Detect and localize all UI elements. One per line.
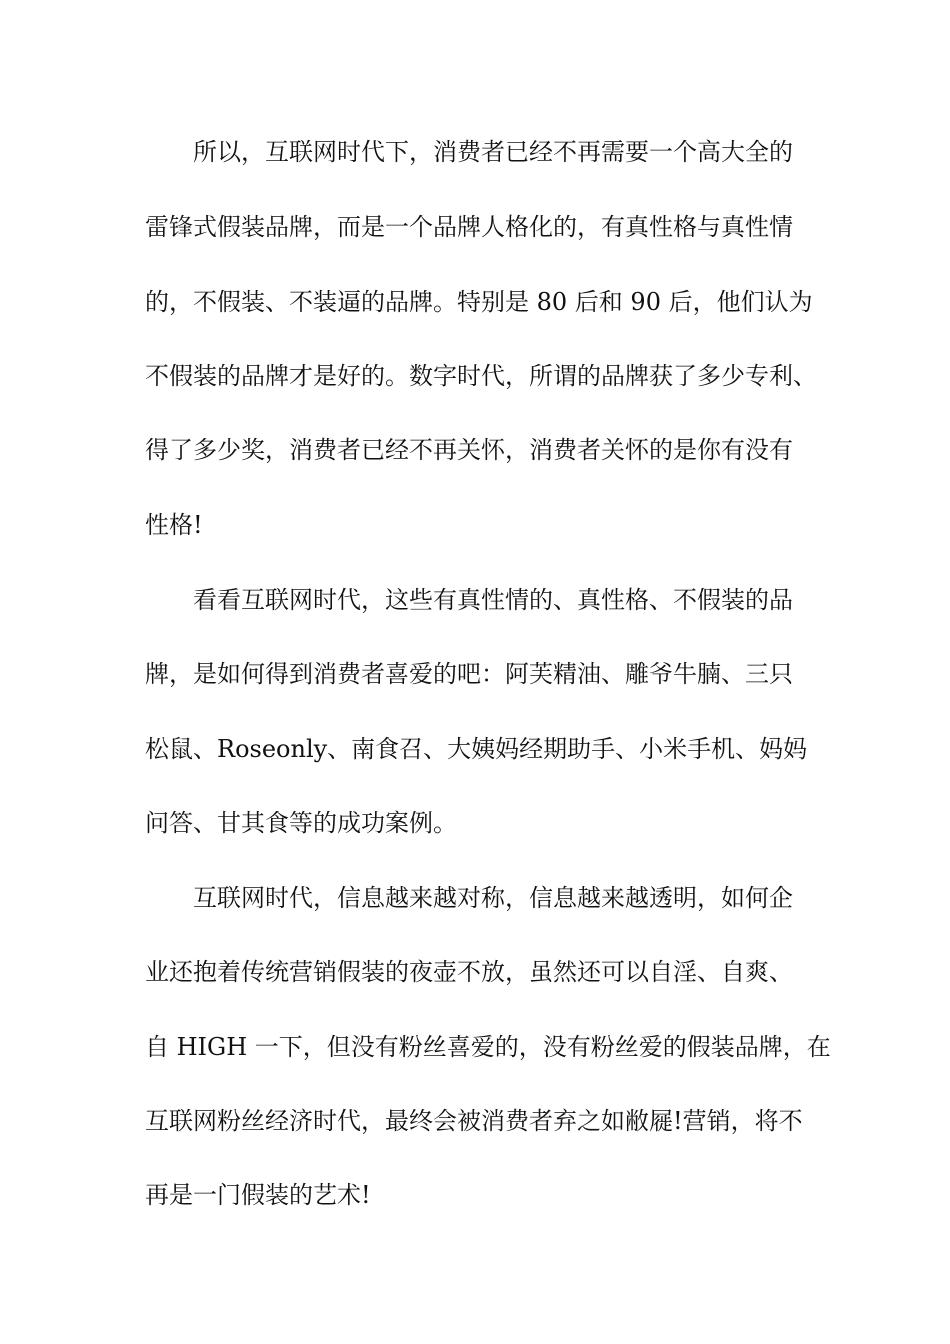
paragraph-line: 得了多少奖，消费者已经不再关怀，消费者关怀的是你有没有 — [145, 436, 793, 464]
paragraph-line: 互联网粉丝经济时代，最终会被消费者弃之如敝屣!营销，将不 — [145, 1107, 803, 1135]
paragraph-line: 所以，互联网时代下，消费者已经不再需要一个高大全的 — [193, 138, 793, 166]
paragraph-line: 业还抱着传统营销假装的夜壶不放，虽然还可以自淫、自爽、 — [145, 958, 793, 986]
paragraph-line: 自 HIGH 一下，但没有粉丝喜爱的，没有粉丝爱的假装品牌，在 — [145, 1033, 831, 1061]
paragraph-line: 互联网时代，信息越来越对称，信息越来越透明，如何企 — [193, 884, 793, 912]
paragraph-line: 雷锋式假装品牌，而是一个品牌人格化的，有真性格与真性情 — [145, 213, 793, 241]
paragraph-line: 性格! — [145, 511, 203, 539]
paragraph-line: 松鼠、Roseonly、南食召、大姨妈经期助手、小米手机、妈妈 — [145, 735, 808, 763]
paragraph-line: 看看互联网时代，这些有真性情的、真性格、不假装的品 — [193, 586, 793, 614]
paragraph-line: 不假装的品牌才是好的。数字时代，所谓的品牌获了多少专利、 — [145, 362, 817, 390]
paragraph-line: 的，不假装、不装逼的品牌。特别是 80 后和 90 后，他们认为 — [145, 288, 813, 316]
paragraph-line: 牌，是如何得到消费者喜爱的吧：阿芙精油、雕爷牛腩、三只 — [145, 660, 793, 688]
paragraph-line: 再是一门假装的艺术! — [145, 1181, 371, 1209]
paragraph-line: 问答、甘其食等的成功案例。 — [145, 809, 457, 837]
